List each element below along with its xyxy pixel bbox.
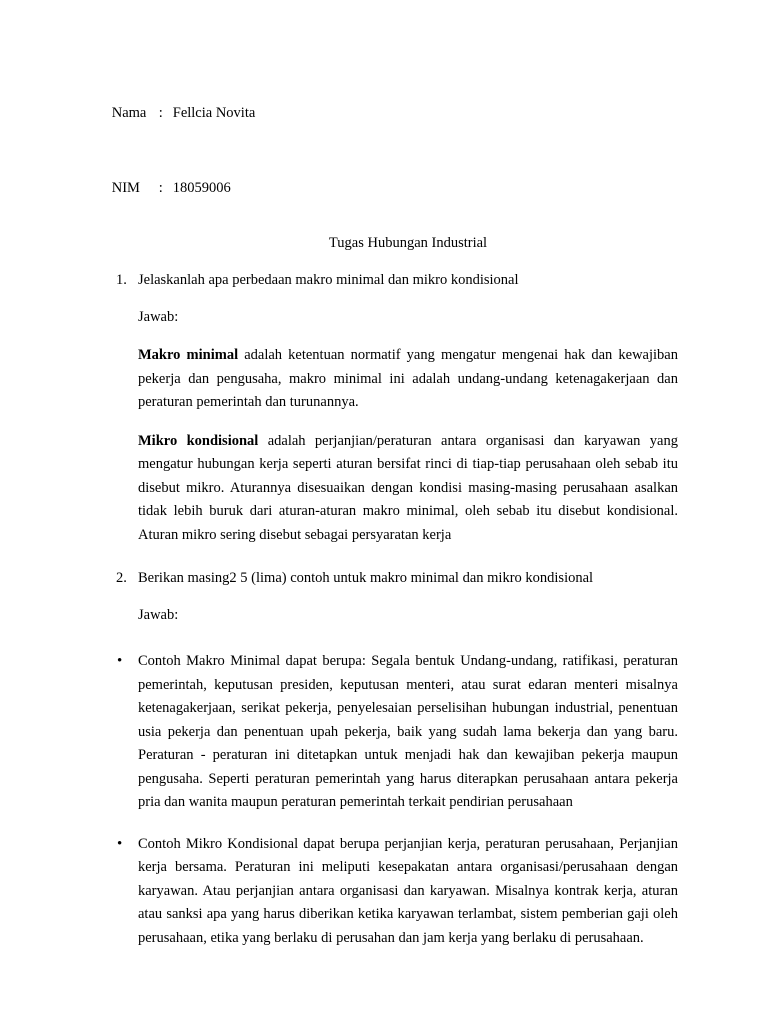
question-1-number: 1. (116, 272, 127, 289)
bullet-item-makro-minimal (90, 650, 678, 814)
identity-value-nama: Fellcia Novita (172, 104, 256, 121)
question-2-answer-label: Jawab: (138, 607, 179, 624)
identity-row-nim (90, 160, 678, 219)
question-1-text: Jelaskanlah apa perbedaan makro minimal dan mikro kondisional (138, 272, 519, 289)
bullet-icon: • (117, 835, 123, 852)
question-1-paragraph-makro-minimal (90, 344, 678, 414)
paragraph-body-makro-minimal: adalah ketentuan normatif yang mengatur mengenai hak dan kewajiban pekerja dan pengusaha, makro minimal ini adalah undang-undang ketenagakerjaan dan peraturan pemerintah dan turunannya. (138, 347, 678, 411)
paragraph-lead-mikro-kondisional: Mikro kondisional (138, 432, 259, 449)
identity-value-nim: 18059006 (172, 180, 231, 197)
question-1-paragraph-mikro-kondisional (90, 430, 678, 547)
identity-colon-nama: : (158, 104, 163, 121)
paragraph-body-mikro-kondisional: adalah perjanjian/peraturan antara organisasi dan karyawan yang mengatur hubungan kerja seperti aturan bersifat rinci di tiap-tiap perusahaan oleh sebab itu disebut mikro. Aturannya disesuaikan dengan kondisi masing-masing perusahaan asalkan tidak lebih buruk dari aturan-aturan makro minimal, oleh sebab itu disebut kondisional. Aturan mikro sering disebut sebagai persyaratan kerja (138, 432, 678, 543)
bullet-icon: • (117, 653, 123, 670)
question-1-answer-label: Jawab: (138, 309, 179, 326)
identity-label-nama: Nama (111, 104, 147, 121)
question-2 (90, 568, 678, 589)
identity-colon-nim: : (158, 180, 163, 197)
paragraph-lead-makro-minimal: Makro minimal (138, 347, 239, 364)
bullet-text-makro-minimal: Contoh Makro Minimal dapat berupa: Segala bentuk Undang-undang, ratifikasi, peraturan pemerintah, keputusan presiden, keputusan menteri, atau surat edaran menteri misalnya ketenagakerjaan, serikat pekerja, penyelesaian perselisihan hubungan industrial, penentuan usia pekerja dan penentuan upah pekerja, baik yang sudah lama bekerja dan yang baru. Peraturan - peraturan ini ditetapkan untuk menjadi hak dan kewajiban pekerja maupun pengusaha. Seperti peraturan pemerintah yang harus diterapkan perusahaan antara pekerja pria dan wanita maupun peraturan pemerintah terkait pendirian perusahaan (138, 653, 678, 811)
bullet-item-mikro-kondisional (90, 833, 678, 950)
spacer-before-bullets (90, 642, 678, 650)
identity-row-nama (90, 84, 678, 143)
document-content (90, 84, 678, 968)
document-title: Tugas Hubungan Industrial (328, 235, 488, 252)
identity-label-nim: NIM (111, 180, 140, 197)
question-2-text: Berikan masing2 5 (lima) contoh untuk makro minimal dan mikro kondisional (138, 570, 594, 587)
bullet-text-mikro-kondisional: Contoh Mikro Kondisional dapat berupa perjanjian kerja, peraturan perusahaan, Perjanjian kerja bersama. Peraturan ini meliputi kesepakatan antara organisasi/perusahaan dengan karyawan. Atau perjanjian antara organisasi dan karyawan. Misalnya kontrak kerja, aturan atau sanksi apa yang harus diberikan ketika karyawan terlambat, sistem pemberian gaji oleh perusahaan, etika yang berlaku di perusahan dan jam kerja yang berlaku di perusahaan. (138, 835, 678, 946)
question-2-number: 2. (116, 570, 127, 587)
question-1 (90, 270, 678, 291)
